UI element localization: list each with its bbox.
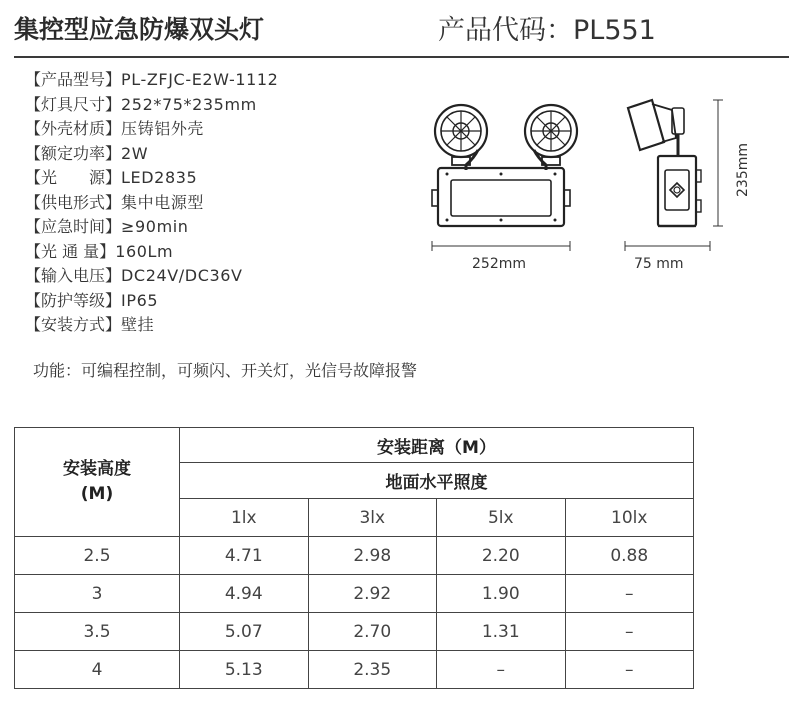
side-view-drawing (628, 100, 701, 226)
height-header (15, 428, 180, 537)
spec-label: 【灯具尺寸】 (25, 94, 122, 114)
illuminance-header: 地面水平照度 (180, 463, 694, 499)
spec-label: 【供电形式】 (25, 192, 122, 212)
product-code-label: 产品代码： (438, 15, 573, 46)
illuminance-table (14, 427, 694, 689)
spec-label: 【额定功率】 (25, 143, 122, 163)
spec-value: ≥90min (121, 217, 189, 236)
spec-value: 压铸铝外壳 (121, 119, 205, 138)
height-header-text: 安装高度(M) (63, 458, 131, 504)
distance-header: 安装距离（M） (180, 428, 694, 463)
spec-value: 集中电源型 (121, 192, 205, 212)
spec-value: 壁挂 (121, 315, 155, 334)
spec-label: 【光 通 量】 (25, 241, 116, 261)
value-cell: 2.20 (437, 537, 566, 575)
spec-value: 252*75*235mm (121, 94, 257, 114)
value-cell: 4.94 (180, 575, 309, 613)
spec-label: 【产品型号】 (25, 70, 122, 89)
height-cell: 2.5 (15, 537, 180, 575)
spec-value: IP65 (121, 290, 159, 310)
spec-label: 【输入电压】 (25, 266, 122, 285)
height-label: 235mm (735, 143, 751, 197)
value-cell: – (565, 651, 694, 689)
product-code-value: PL551 (573, 15, 656, 46)
spec-value: 160Lm (115, 241, 174, 261)
height-cell: 4 (15, 651, 180, 689)
value-cell: 0.88 (565, 537, 694, 575)
height-cell: 3.5 (15, 613, 180, 651)
lux-column-header: 5lx (437, 499, 566, 537)
spec-label: 【外壳材质】 (25, 119, 122, 138)
value-cell: 2.92 (308, 575, 437, 613)
product-drawing (0, 0, 789, 350)
value-cell: – (565, 575, 694, 613)
lux-column-header: 3lx (308, 499, 437, 537)
lux-column-header: 1lx (180, 499, 309, 537)
value-cell: – (437, 651, 566, 689)
value-cell: 2.35 (308, 651, 437, 689)
table-row (15, 575, 694, 613)
front-width-label: 252mm (472, 256, 526, 272)
spec-label: 【光 源】 (25, 168, 122, 187)
value-cell: 5.07 (180, 613, 309, 651)
spec-label: 【防护等级】 (25, 290, 122, 310)
spec-value: LED2835 (121, 168, 198, 187)
spec-value: DC24V/DC36V (121, 266, 243, 285)
front-view-drawing (432, 105, 577, 226)
spec-value: 2W (121, 143, 149, 163)
value-cell: 2.98 (308, 537, 437, 575)
table-header-row (15, 428, 694, 463)
product-title: 集控型应急防爆双头灯 (14, 15, 265, 44)
table-row (15, 613, 694, 651)
spec-label: 【安装方式】 (25, 315, 122, 334)
spec-label: 【应急时间】 (25, 217, 122, 236)
value-cell: 1.31 (437, 613, 566, 651)
front-width-dimension (432, 241, 570, 251)
height-cell: 3 (15, 575, 180, 613)
value-cell: 4.71 (180, 537, 309, 575)
table-row (15, 537, 694, 575)
side-width-label: 75 mm (634, 256, 684, 272)
function-description: 功能：可编程控制，可频闪、开关灯，光信号故障报警 (33, 361, 418, 380)
table-row (15, 651, 694, 689)
value-cell: 2.70 (308, 613, 437, 651)
lux-column-header: 10lx (565, 499, 694, 537)
value-cell: 5.13 (180, 651, 309, 689)
value-cell: 1.90 (437, 575, 566, 613)
value-cell: – (565, 613, 694, 651)
spec-value: PL-ZFJC-E2W-1112 (121, 70, 279, 89)
